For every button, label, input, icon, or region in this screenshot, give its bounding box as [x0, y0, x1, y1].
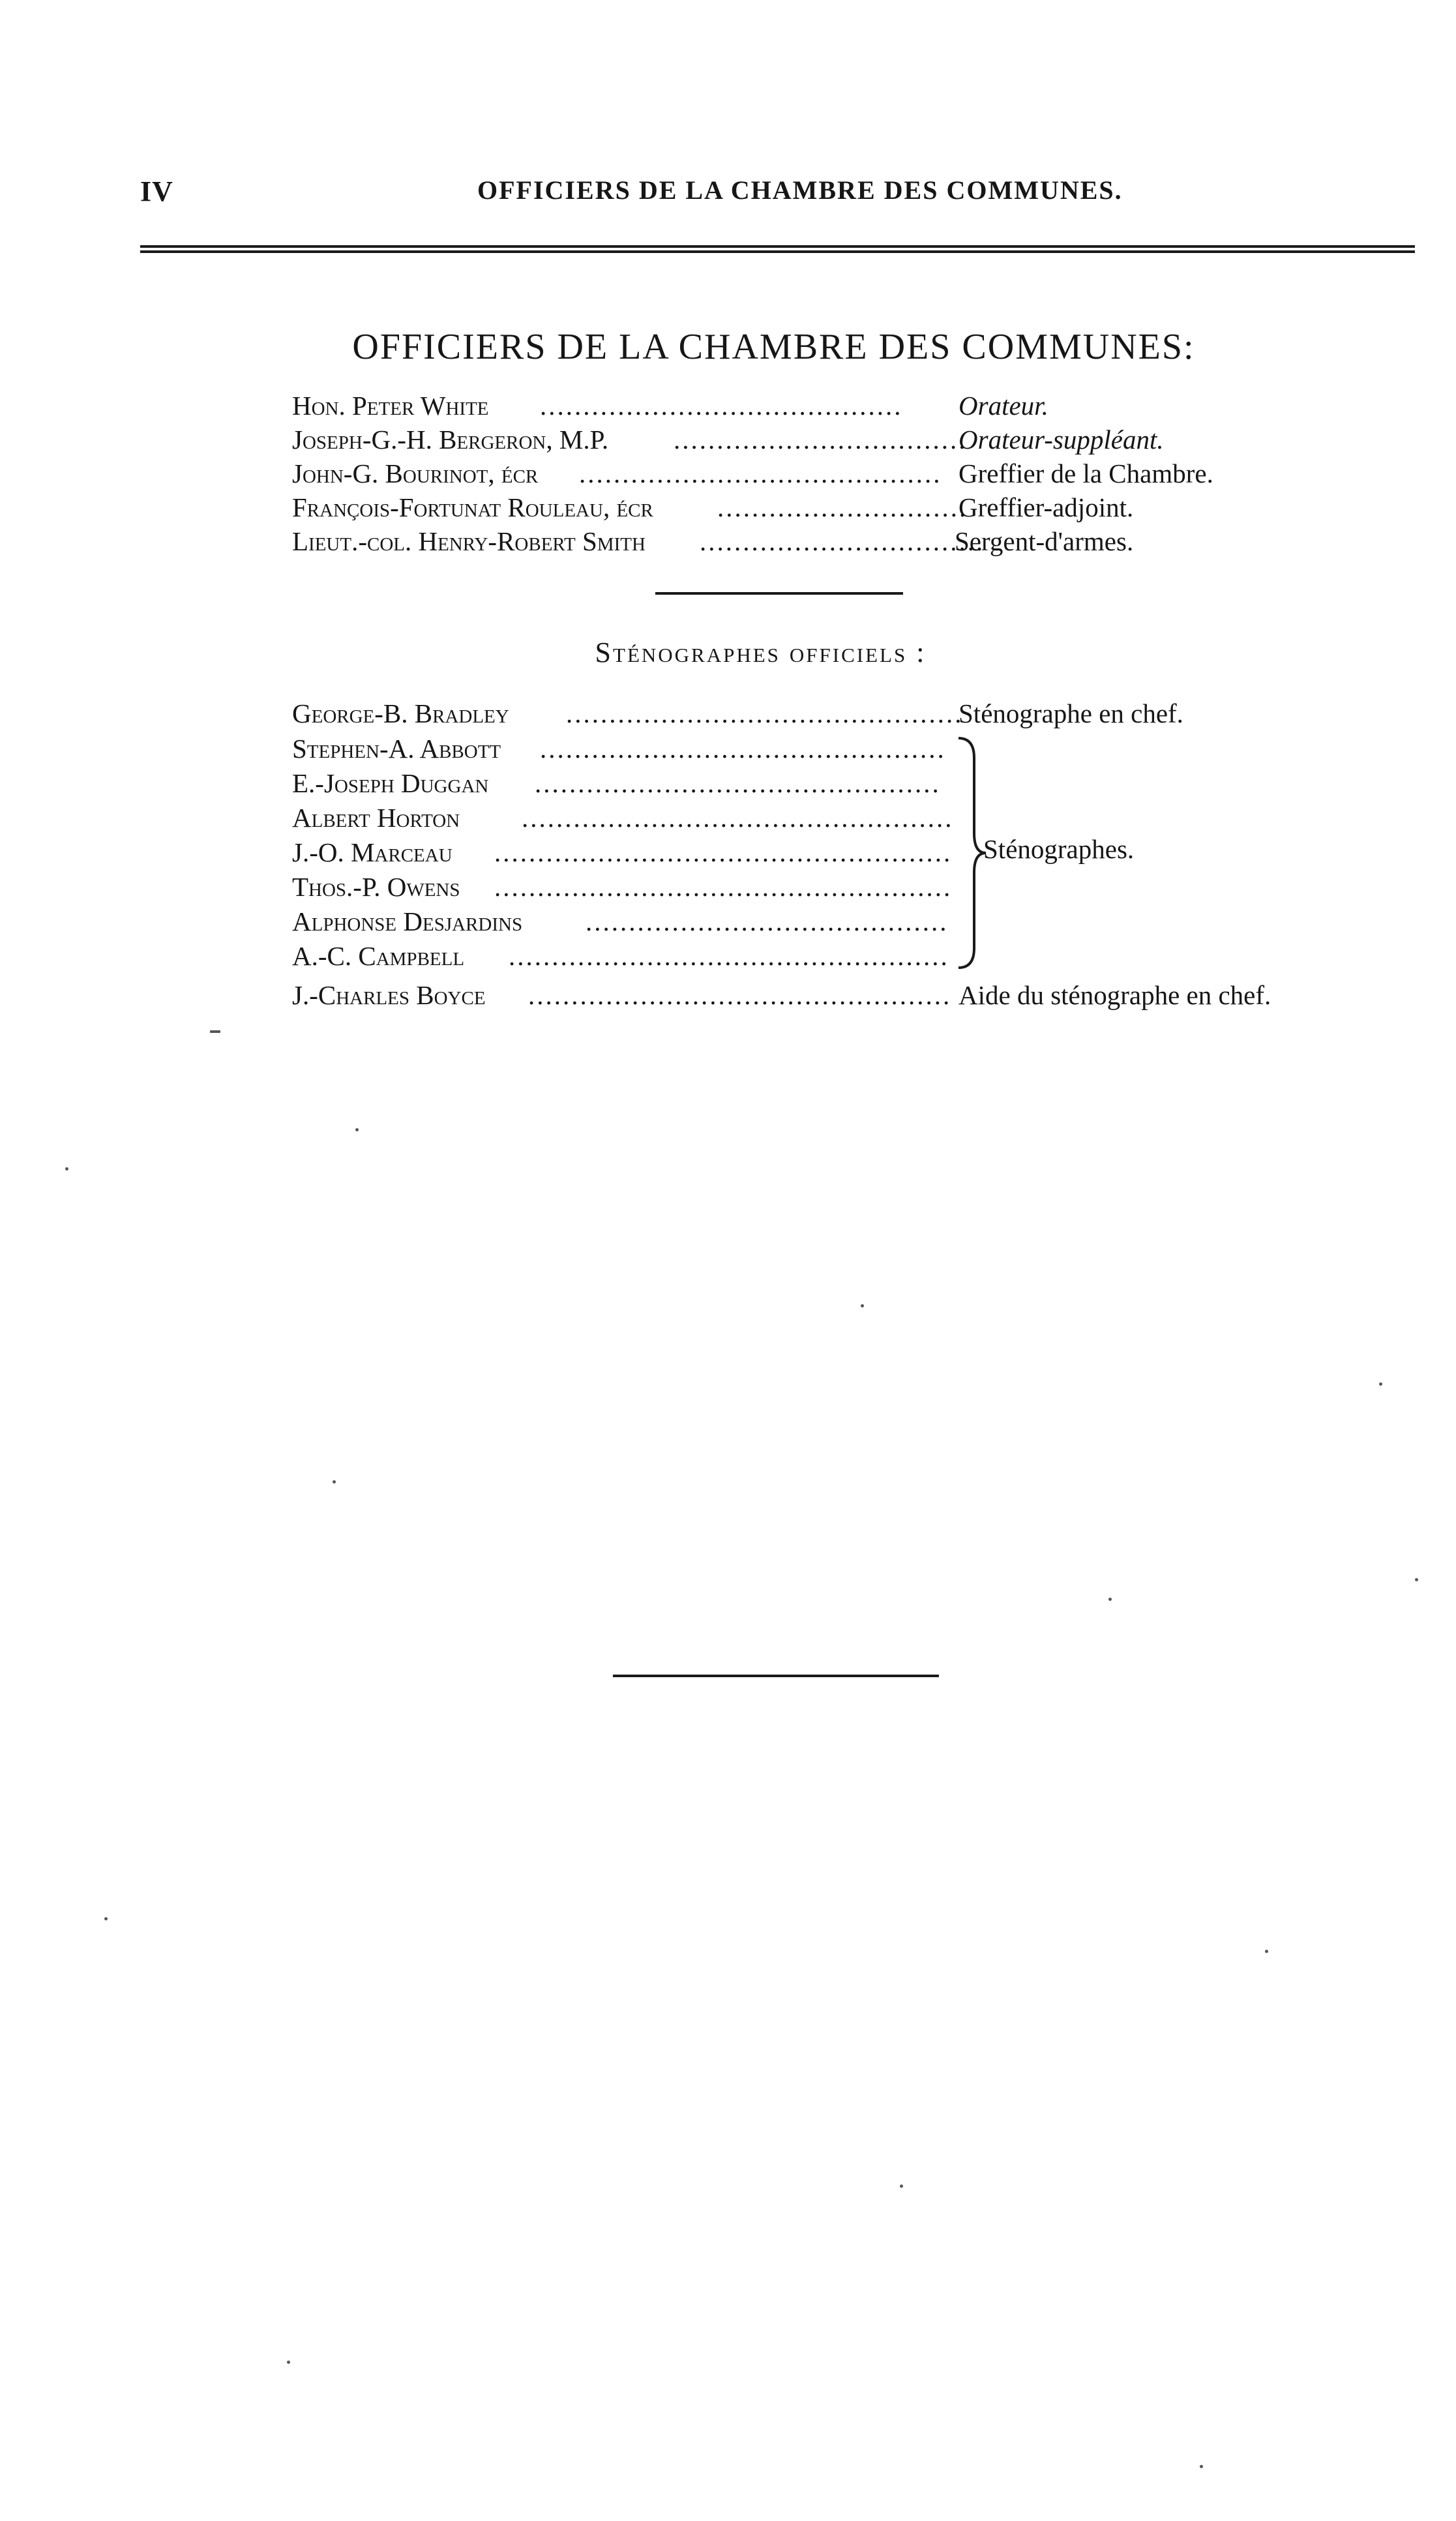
leader-dots: .............................: [717, 492, 968, 522]
stenographer-row: [292, 802, 1433, 836]
stenographer-chief-row: [292, 698, 1433, 732]
stenographer-name: Albert Horton: [292, 803, 460, 833]
officer-name: Hon. Peter White: [292, 391, 489, 421]
stenographer-row: [292, 837, 1433, 871]
stenographers-group-label: Sténographes.: [983, 834, 1135, 864]
stenographer-assistant-row: [292, 979, 1433, 1013]
officer-name: Lieut.-col. Henry-Robert Smith: [292, 526, 646, 556]
officer-row: [292, 458, 1433, 492]
officer-title: Orateur.: [958, 391, 1048, 421]
print-speck: [104, 1917, 108, 1920]
leader-dots: ..............................................: [566, 698, 964, 728]
stenographer-name: George-B. Bradley: [292, 698, 509, 728]
running-title: OFFICIERS DE LA CHAMBRE DES COMMUNES.: [477, 175, 1123, 205]
leader-dots: ..................................: [674, 425, 968, 455]
print-speck: [1200, 2465, 1203, 2468]
stenographer-name: Stephen-A. Abbott: [292, 734, 501, 764]
closing-rule: [613, 1675, 939, 1677]
print-speck: [861, 1304, 864, 1307]
leader-dots: .................................................: [528, 980, 952, 1010]
print-speck: [1379, 1382, 1382, 1386]
leader-dots: ...................................................: [509, 941, 949, 971]
stenographer-name: E.-Joseph Duggan: [292, 768, 489, 798]
officer-name: François-Fortunat Rouleau, écr: [292, 492, 653, 522]
stenographer-row: [292, 768, 1433, 801]
officer-title: Greffier-adjoint.: [958, 492, 1134, 522]
stenographer-row: [292, 906, 1433, 940]
print-speck: [900, 2185, 903, 2188]
officers-section-title: OFFICIERS DE LA CHAMBRE DES COMMUNES:: [352, 327, 1195, 367]
leader-dots: .....................................................: [494, 872, 953, 902]
print-speck: [355, 1128, 359, 1131]
print-speck: [1265, 1950, 1268, 1953]
leader-dots: ..........................................: [586, 906, 949, 936]
print-speck: [287, 2361, 290, 2364]
stenographer-name: Alphonse Desjardins: [292, 906, 523, 936]
stenographer-title: Sténographe en chef.: [958, 698, 1183, 728]
officer-name: Joseph-G.-H. Bergeron, M.P.: [292, 425, 609, 455]
page-number: IV: [140, 175, 173, 207]
officer-row: [292, 424, 1433, 458]
officer-title: Greffier de la Chambre.: [958, 458, 1213, 488]
leader-dots: .................................: [700, 526, 985, 556]
stenographer-name: A.-C. Campbell: [292, 941, 465, 971]
running-head: [0, 175, 1456, 214]
stenographer-title: Aide du sténographe en chef.: [958, 980, 1271, 1010]
officer-row: [292, 492, 1433, 526]
officer-title: Sergent-d'armes.: [955, 526, 1134, 556]
stenographers-section-title: Sténographes officiels :: [595, 636, 927, 668]
print-speck: [333, 1480, 336, 1484]
stenographer-name: Thos.-P. Owens: [292, 872, 460, 902]
stenographer-row: [292, 733, 1433, 767]
print-speck: [1108, 1598, 1112, 1601]
print-speck: [210, 1030, 220, 1033]
officer-title: Orateur-suppléant.: [958, 425, 1164, 455]
officer-row: [292, 390, 1433, 424]
leader-dots: ..........................................: [540, 391, 903, 421]
stenographer-row: [292, 940, 1433, 974]
stenographer-row: [292, 871, 1433, 905]
officer-row: [292, 526, 1433, 559]
leader-dots: .....................................................: [494, 837, 953, 867]
leader-dots: ..................................................: [522, 803, 954, 833]
section-divider: [655, 592, 903, 595]
officer-name: John-G. Bourinot, écr: [292, 458, 539, 488]
print-speck: [1415, 1578, 1418, 1581]
stenographer-name: J.-Charles Boyce: [292, 980, 486, 1010]
print-speck: [65, 1167, 68, 1171]
header-double-rule: [140, 245, 1415, 253]
leader-dots: ...............................................: [540, 734, 946, 764]
leader-dots: ..........................................: [579, 458, 942, 488]
stenographer-name: J.-O. Marceau: [292, 837, 453, 867]
leader-dots: ...............................................: [535, 768, 941, 798]
